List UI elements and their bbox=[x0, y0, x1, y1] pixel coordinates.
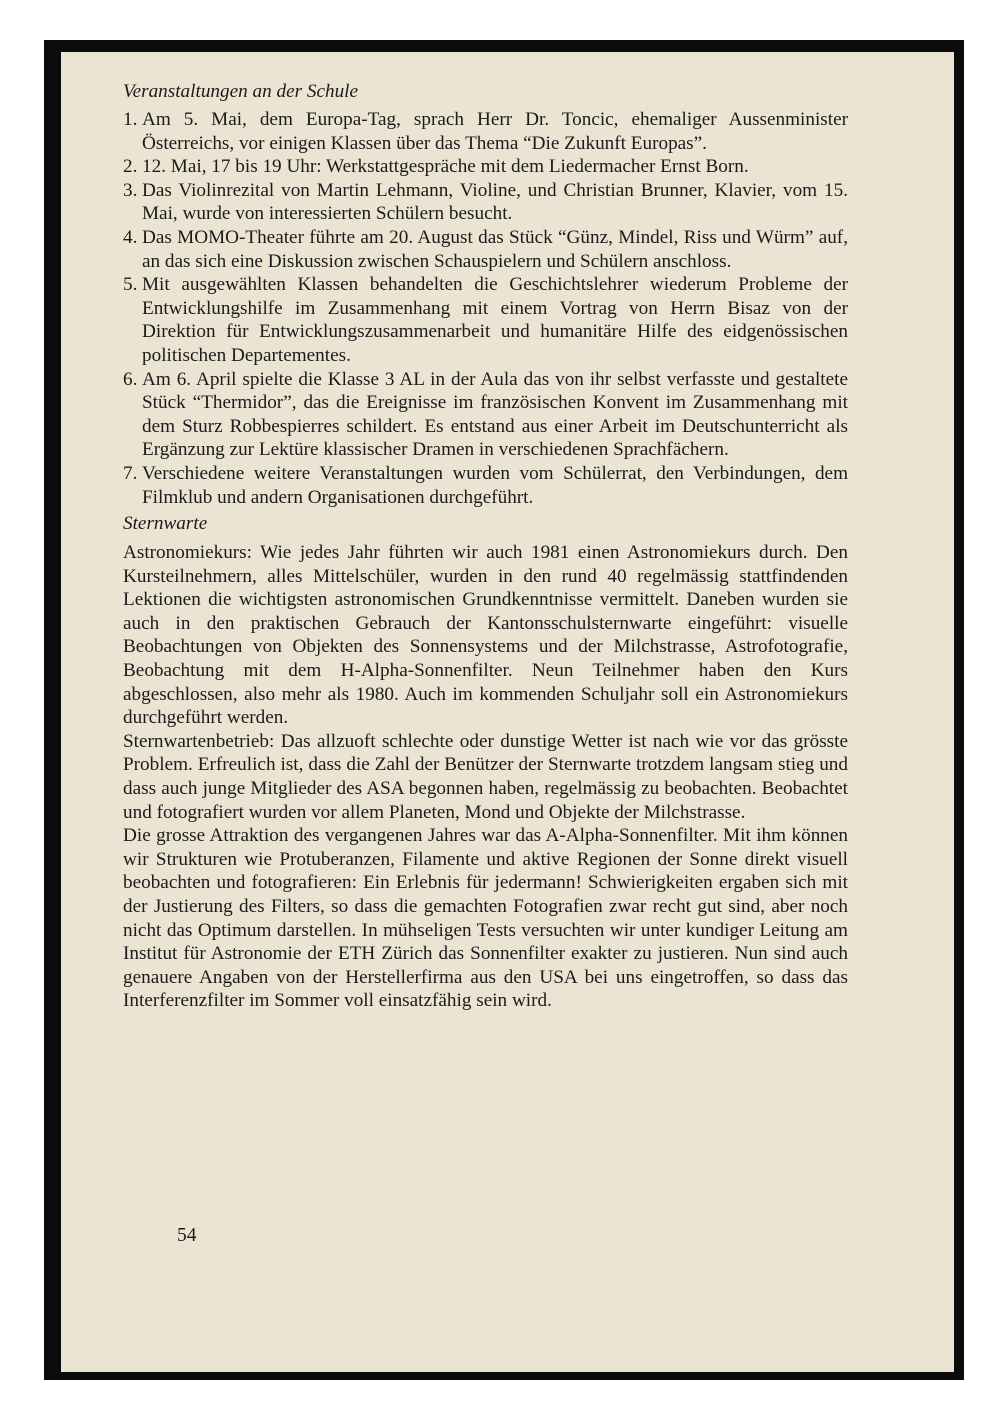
list-item-number: 5. bbox=[123, 274, 138, 296]
paragraph-astronomy-course: Astronomiekurs: Wie jedes Jahr führten wir auch 1981 einen Astronomiekurs durch. Den Kursteilnehmern, alles Mittelschüler, wurden in den rund 40 regelmässig stattfindenden Lektionen die wichtigsten astronomischen Grundkenntnisse vermittelt. Daneben wurden sie auch in den praktischen Gebrauch der Kantonsschulsternwarte eingeführt: visuelle Beobachtungen von Objekten des Sonnensystems und der Milchstrasse, Astrofotografie, Beobachtung mit dem H-Alpha-Sonnenfilter. Neun Teilnehmer haben den Kurs abgeschlossen, also mehr als 1980. Auch im kommenden Schuljahr soll ein Astronomiekurs durchgeführt werden. bbox=[123, 542, 848, 729]
paragraph-observatory-operation: Sternwartenbetrieb: Das allzuoft schlechte oder dunstige Wetter ist nach wie vor das grösste Problem. Erfreulich ist, dass die Zahl der Benützer der Sternwarte trotzdem langsam stieg und dass auch junge Mitglieder des ASA begonnen haben, regelmässig zu beobachten. Beobachtet und fotografiert wurden vor allem Planeten, Mond und Objekte der Milchstrasse. bbox=[123, 730, 848, 823]
list-item bbox=[123, 108, 848, 155]
list-item bbox=[123, 155, 848, 179]
list-item-text: Am 6. April spielte die Klasse 3 AL in der Aula das von ihr selbst verfasste und gestaltete Stück “Thermidor”, das die Ereignisse im französischen Konvent im Zusammenhang mit dem Sturz Robbespierres schildert. Es entstand aus einer Arbeit im Deutschunterricht als Ergänzung zur Lektüre klassischer Dramen in verschiedenen Sprachfächern. bbox=[142, 368, 848, 461]
list-item-text: 12. Mai, 17 bis 19 Uhr: Werkstattgespräche mit dem Liedermacher Ernst Born. bbox=[142, 156, 749, 178]
list-item bbox=[123, 368, 848, 462]
list-item bbox=[123, 273, 848, 367]
list-item bbox=[123, 226, 848, 273]
list-item-text: Mit ausgewählten Klassen behandelten die Geschichtslehrer wiederum Probleme der Entwicklungshilfe im Zusammenhang mit einem Vortrag von Herrn Bisaz von der Direktion für Entwicklungszusammenarbeit und humanitäre Hilfe des eidgenössischen politischen Departementes. bbox=[142, 274, 848, 366]
list-item-number: 1. bbox=[123, 109, 138, 130]
list-item-number: 2. bbox=[123, 156, 138, 178]
section-heading-events: Veranstaltungen an der Schule bbox=[123, 81, 359, 102]
list-item-number: 4. bbox=[123, 226, 138, 248]
list-item-number: 7. bbox=[123, 462, 138, 484]
list-item-text: Am 5. Mai, dem Europa-Tag, sprach Herr Dr. Toncic, ehemaliger Aussenminister Österreichs, vor einigen Klassen über das Thema “Die Zukunft Europas”. bbox=[142, 109, 848, 154]
list-item-text: Das MOMO-Theater führte am 20. August das Stück “Günz, Mindel, Riss und Würm” auf, an das sich eine Diskussion zwischen Schauspielern und Schülern anschloss. bbox=[142, 226, 848, 272]
list-item-number: 6. bbox=[123, 368, 138, 390]
list-item-number: 3. bbox=[123, 179, 138, 201]
list-item-text: Verschiedene weitere Veranstaltungen wurden vom Schülerrat, den Verbindungen, dem Filmklub und andern Organisationen durchgeführt. bbox=[142, 462, 848, 508]
list-item bbox=[123, 179, 848, 226]
section-heading-observatory: Sternwarte bbox=[123, 513, 208, 535]
page-number: 54 bbox=[177, 1225, 197, 1246]
list-item bbox=[123, 462, 848, 509]
paragraph-sun-filter: Die grosse Attraktion des vergangenen Jahres war das A-Alpha-Sonnenfilter. Mit ihm können wir Strukturen wie Protuberanzen, Filamente und aktive Regionen der Sonne direkt visuell beobachten und fotografieren: Ein Erlebnis für jedermann! Schwierigkeiten ergaben sich mit der Justierung des Filters, so dass die gemachten Fotografien zwar recht gut sind, aber noch nicht das Optimum darstellen. In mühseligen Tests versuchten wir unter kundiger Leitung am Institut für Astronomie der ETH Zürich das Sonnenfilter exakter zu justieren. Nun sind auch genauere Angaben von der Herstellerfirma aus den USA bei uns eingetroffen, so dass das Interferenzfilter im Sommer voll einsatzfähig sein wird. bbox=[123, 825, 848, 1012]
page-content bbox=[123, 80, 848, 1013]
list-item-text: Das Violinrezital von Martin Lehmann, Violine, und Christian Brunner, Klavier, vom 15. Mai, wurde von interessierten Schülern besucht. bbox=[142, 179, 848, 225]
events-list bbox=[123, 108, 848, 509]
